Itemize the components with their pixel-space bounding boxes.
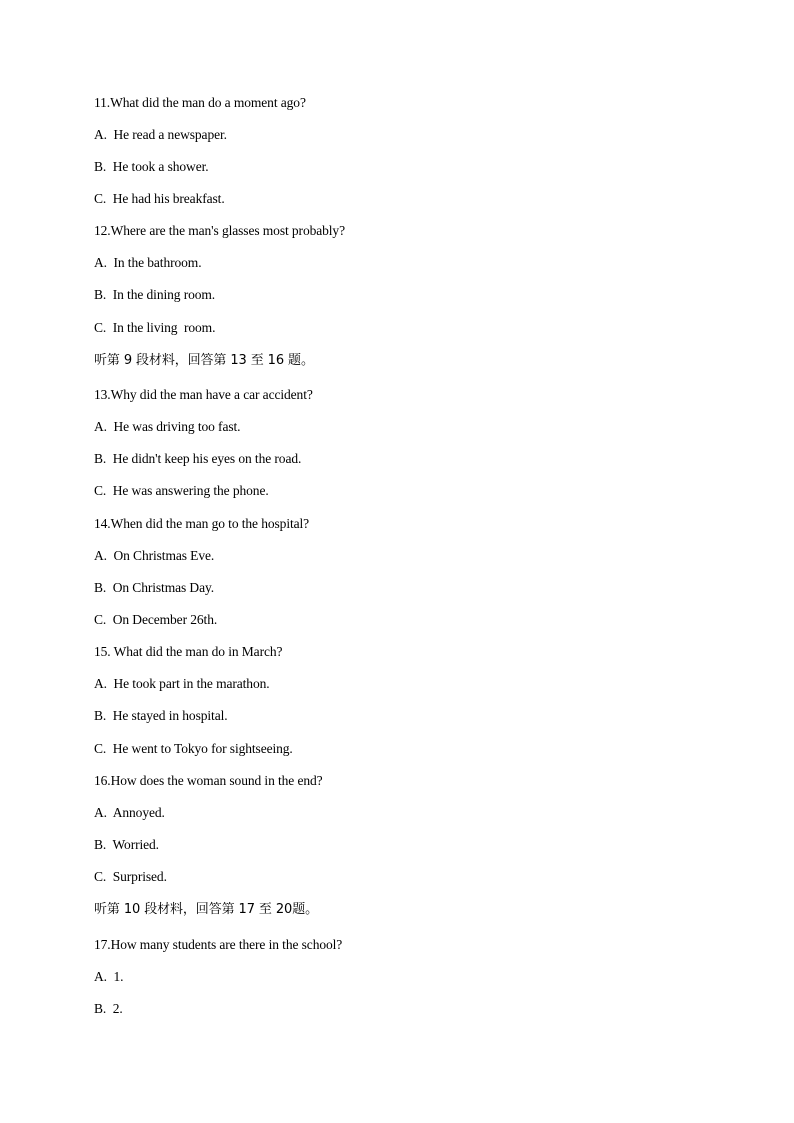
question-12-option-c: C. In the living room.: [94, 320, 216, 335]
question-16-stem: 16.How does the woman sound in the end?: [94, 773, 323, 788]
question-17-stem: 17.How many students are there in the school?: [94, 937, 343, 952]
section-10-instruction: 听第 10 段材料，回答第 17 至 20题。: [94, 902, 318, 917]
question-17-option-a: A. 1.: [94, 969, 124, 984]
question-11-stem: 11.What did the man do a moment ago?: [94, 95, 306, 110]
question-14-option-a: A. On Christmas Eve.: [94, 548, 215, 563]
question-16-option-c: C. Surprised.: [94, 869, 167, 884]
question-13-stem: 13.Why did the man have a car accident?: [94, 387, 313, 402]
question-14-option-c: C. On December 26th.: [94, 612, 218, 627]
question-11-option-c: C. He had his breakfast.: [94, 191, 225, 206]
question-12-stem: 12.Where are the man's glasses most probably?: [94, 223, 345, 238]
question-15-option-b: B. He stayed in hospital.: [94, 708, 228, 723]
question-16-option-b: B. Worried.: [94, 837, 159, 852]
question-11-option-b: B. He took a shower.: [94, 159, 209, 174]
question-15-option-c: C. He went to Tokyo for sightseeing.: [94, 741, 293, 756]
question-16-option-a: A. Annoyed.: [94, 805, 165, 820]
question-17-option-b: B. 2.: [94, 1001, 123, 1016]
question-13-option-a: A. He was driving too fast.: [94, 419, 241, 434]
question-14-option-b: B. On Christmas Day.: [94, 580, 215, 595]
question-15-stem: 15. What did the man do in March?: [94, 644, 283, 659]
question-15-option-a: A. He took part in the marathon.: [94, 676, 270, 691]
question-12-option-a: A. In the bathroom.: [94, 255, 202, 270]
question-14-stem: 14.When did the man go to the hospital?: [94, 516, 310, 531]
question-12-option-b: B. In the dining room.: [94, 287, 216, 302]
section-9-instruction: 听第 9 段材料，回答第 13 至 16 题。: [94, 353, 314, 368]
question-11-option-a: A. He read a newspaper.: [94, 127, 227, 142]
question-13-option-b: B. He didn't keep his eyes on the road.: [94, 451, 302, 466]
question-13-option-c: C. He was answering the phone.: [94, 483, 269, 498]
